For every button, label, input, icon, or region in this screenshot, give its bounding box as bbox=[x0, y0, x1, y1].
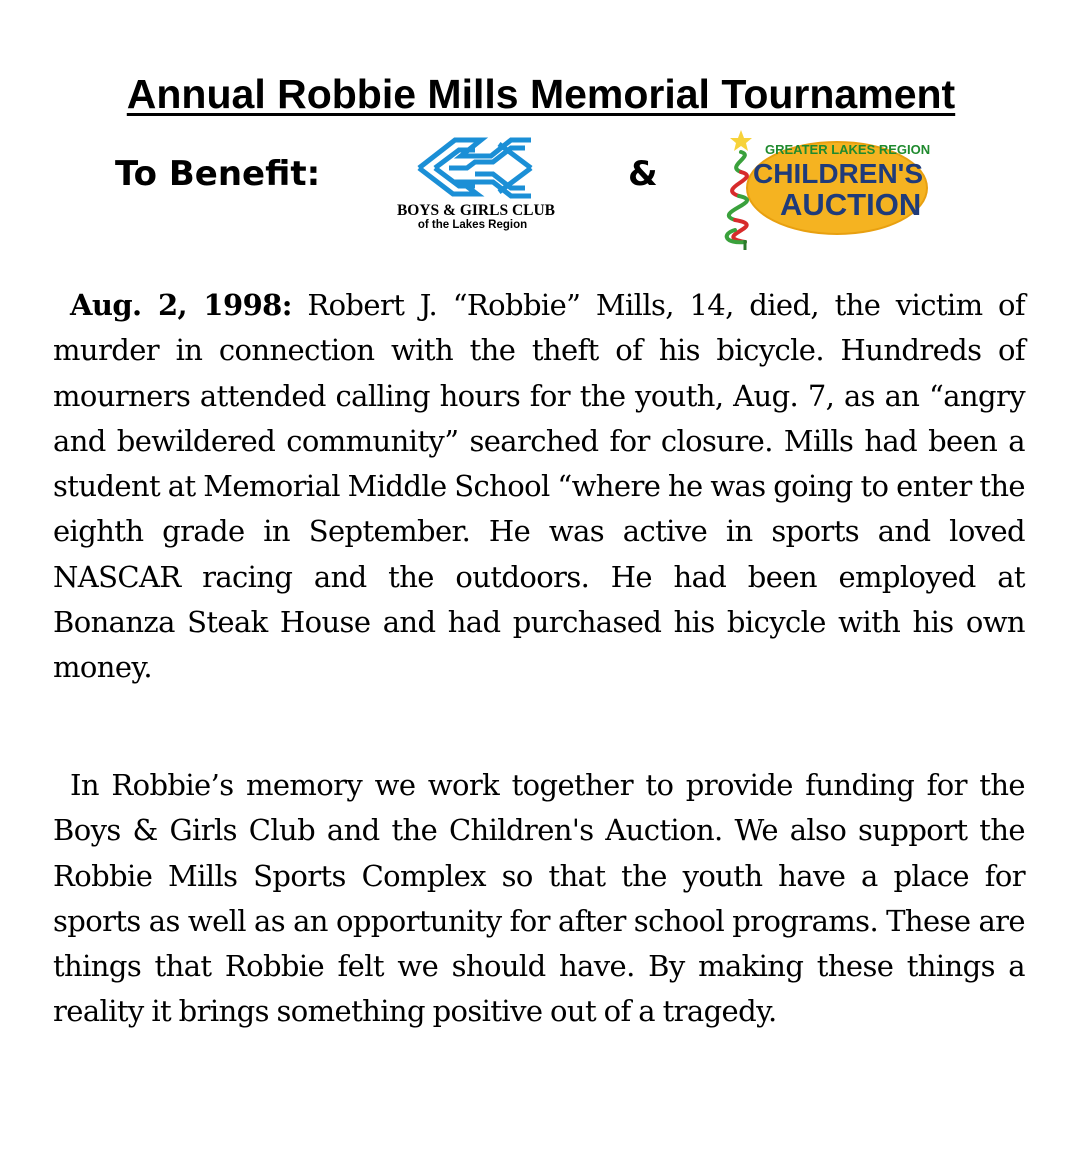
paragraph-history-text: Robert J. “Robbie” Mills, 14, died, the victim of murder in connection with the theft of his bicycle. Hundreds of mourners attended calling hours for the youth, Aug. 7, as an “angry and bewildered community” searched for closure. Mills had been a student at Memorial Middle School “where he was going to enter the eighth grade in September. He was active in sports and loved NASCAR racing and the outdoors. He had been employed at Bonanza Steak House and had purchased his bicycle with his own money. bbox=[53, 288, 1025, 685]
page-title-text: Annual Robbie Mills Memorial Tournament bbox=[126, 71, 956, 117]
childrens-auction-logo bbox=[705, 126, 935, 251]
ampersand: & bbox=[628, 154, 658, 194]
paragraph-date-lead: Aug. 2, 1998: bbox=[70, 288, 292, 322]
auction-title-line2: AUCTION bbox=[780, 187, 922, 222]
paragraph-mission: In Robbie’s memory we work together to provide funding for the Boys & Girls Club and the Children's Auction. We also support the Robbie Mills Sports Complex so that the youth have a place for sports as well as an opportunity for after school programs. These are things that Robbie felt we should have. By making these things a reality it brings something positive out of a tragedy. bbox=[53, 768, 1025, 1029]
boys-girls-club-logo bbox=[360, 130, 592, 240]
boys-girls-club-name: BOYS & GIRLS CLUB bbox=[396, 202, 556, 219]
auction-region-label: GREATER LAKES REGION bbox=[765, 142, 931, 157]
boys-girls-club-subtitle: of the Lakes Region bbox=[417, 219, 528, 231]
boys-girls-club-hands-logo-icon bbox=[415, 132, 535, 204]
paragraph-history bbox=[53, 283, 1025, 691]
auction-title-line1: CHILDREN'S bbox=[753, 158, 923, 189]
page-title bbox=[0, 68, 1082, 120]
to-benefit-label: To Benefit: bbox=[115, 154, 321, 194]
